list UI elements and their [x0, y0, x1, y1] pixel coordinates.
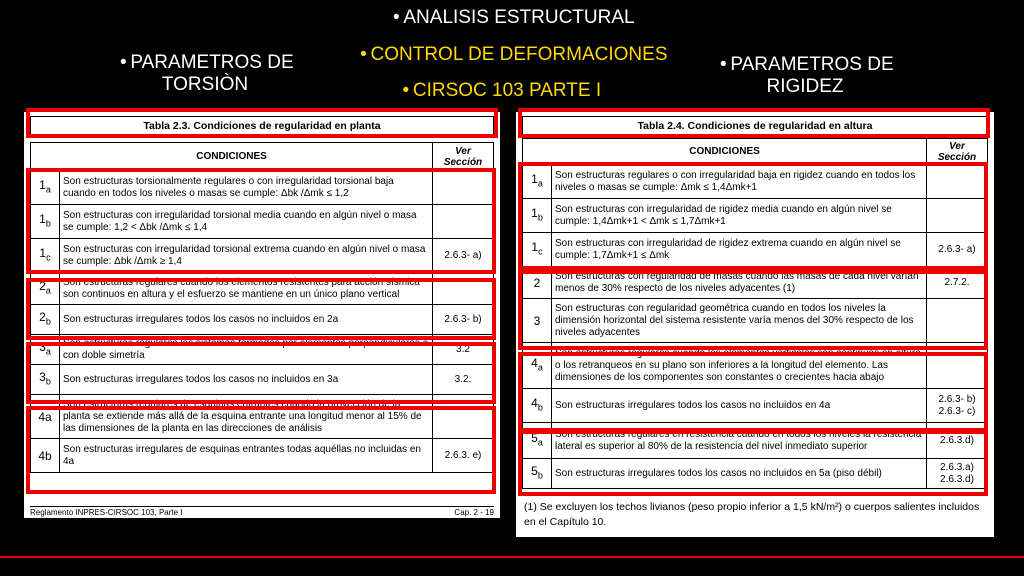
header-ver-seccion: Ver Sección — [927, 139, 988, 165]
highlight-group-1-left — [26, 168, 496, 274]
table-2-4-title: Tabla 2.4. Condiciones de regularidad en altura — [522, 116, 988, 136]
table-row: 2 Son estructuras con regularidad de masas cuando las masas de cada nivel varían menos de 30% respecto de los niveles adyacentes (1) 2.7.2. — [523, 267, 988, 299]
highlight-group-3-right — [518, 352, 988, 432]
bullet-control-deformaciones: • CONTROL DE DEFORMACIONES — [360, 44, 668, 65]
table-row: $4_b$ Son estructuras irregulares todos los casos no incluidos en 4a 2.6.3- b) 2.6.3- c) — [523, 389, 988, 423]
table-note: (1) Se excluyen los techos livianos (peso propio inferior a 1,5 kN/m²) o cuerpos salientes incluidos en el Capítulo 10. — [524, 501, 980, 528]
bullet-analisis-estructural: • ANALISIS ESTRUCTURAL — [393, 7, 635, 28]
table-row: $1_a$ Son estructuras regulares o con irregularidad baja en rigidez cuando en todos los niveles o masas se cumple: Δmk ≤ 1,4Δmk+1 — [523, 165, 988, 199]
document-footer: Reglamento INPRES-CIRSOC 103, Parte I Cap. 2 - 19 — [30, 508, 494, 517]
highlight-title-left — [26, 108, 498, 138]
table-row: $2_b$ Son estructuras irregulares todos los casos no incluidos en 2a 2.6.3- b) — [31, 305, 494, 335]
highlight-group-4-right — [518, 430, 988, 496]
highlight-title-right — [518, 108, 990, 138]
table-row: $4_a$ Son estructuras regulares cuando los elementos verticales son continuos en altura o los retranqueos en su plano son inferiores a la longitud del elemento. Las dimensiones de los componentes son constantes o crecientes hacia abajo — [523, 343, 988, 389]
table-row: $5_b$ Son estructuras irregulares todos los casos no incluidos en 5a (piso débil) 2.6.3.a) 2.6.3.d) — [523, 459, 988, 489]
highlight-group-4-left — [26, 406, 496, 494]
table-row: $3_a$ Son estructuras regulares los sistemas formados por elementos perpendiculares o con doble simetría 3.2 — [31, 335, 494, 365]
table-row: $3_b$ Son estructuras irregulares todos los casos no incluidos en 3a 3.2. — [31, 365, 494, 395]
bullet-cirsoc: • CIRSOC 103 PARTE I — [402, 80, 602, 101]
bottom-red-line — [0, 556, 1024, 558]
table-row: $1_b$ Son estructuras con irregularidad de rigidez media cuando en algún nivel se cumple: 1,4Δmk+1 < Δmk ≤ 1,7Δmk+1 — [523, 199, 988, 233]
table-row: 4b Son estructuras irregulares de esquinas entrantes todas aquéllas no incluidas en 4a 2.6.3. e) — [31, 439, 494, 473]
table-row: $1_c$ Son estructuras con irregularidad de rigidez extrema cuando en algún nivel se cumple: 1,7Δmk+1 ≤ Δmk 2.6.3- a) — [523, 233, 988, 267]
highlight-group-1-right — [518, 162, 988, 270]
header-conditions: CONDICIONES — [523, 139, 927, 165]
header-conditions: CONDICIONES — [31, 143, 433, 171]
table-row: 3 Son estructuras con regularidad geométrica cuando en todos los niveles la dimensión horizontal del sistema resistente varía menos del 30% respecto de los niveles adyacentes — [523, 299, 988, 343]
table-row: $1_b$ Son estructuras con irregularidad torsional media cuando en algún nivel o masa se cumple: 1,2 < Δbk /Δmk ≤ 1,4 — [31, 205, 494, 239]
highlight-group-2-left — [26, 278, 496, 340]
header-ver-seccion: Ver Sección — [433, 143, 494, 171]
table-row: $1_a$ Son estructuras torsionalmente regulares o con irregularidad torsional baja cuando en todos los niveles o masas se cumple: Δbk /Δmk ≤ 1,2 — [31, 171, 494, 205]
highlight-group-3-left — [26, 342, 496, 404]
bullet-parametros-torsion: • PARAMETROS DE TORSIÒN — [120, 52, 294, 95]
table-row: $1_c$ Son estructuras con irregularidad torsional extrema cuando en algún nivel o masa se cumple: Δbk /Δmk ≥ 1,4 2.6.3- a) — [31, 239, 494, 273]
table-row: $5_a$ Son estructuras regulares en resistencia cuando en todos los niveles la resistencia lateral es superior al 80% de la resistencia del nivel inmediato superior 2.6.3.d) — [523, 423, 988, 459]
table-2-3-title: Tabla 2.3. Condiciones de regularidad en planta — [30, 116, 494, 136]
bullet-parametros-rigidez: • PARAMETROS DE RIGIDEZ — [720, 54, 894, 97]
table-row: $2_a$ Son estructuras regulares cuando los elementos resistentes para acción sísmica son continuos en altura y el esfuerzo se mantiene en un único plano vertical — [31, 273, 494, 305]
highlight-group-2-right — [518, 270, 988, 350]
table-row: 4a Son estructuras regulares de esquinas entrantes cuando la proyección de la planta se extiende más allá de la esquina entrante una longitud menor al 15% de las dimensiones de la planta en las direcciones de análisis — [31, 395, 494, 439]
